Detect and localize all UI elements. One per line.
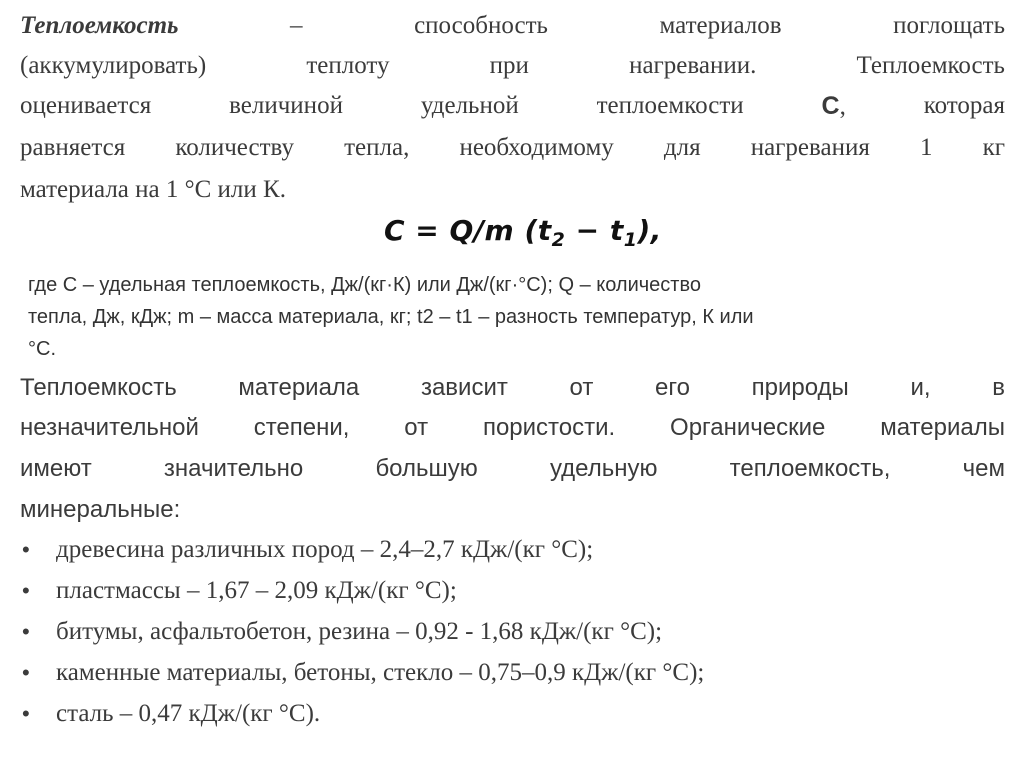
word: большую: [375, 455, 478, 482]
word: тепла,: [344, 134, 410, 161]
word: незначительной: [20, 414, 199, 441]
word: ,: [839, 93, 846, 120]
legend-line-2: тепла, Дж, кДж; m – масса материала, кг; t2 – t1 – разность температур, К или: [28, 306, 754, 328]
word: необходимому: [459, 134, 614, 161]
definition-line-4: [20, 134, 1005, 162]
word: нагревания: [750, 134, 870, 161]
word: природы: [751, 374, 849, 401]
word: материалы: [880, 414, 1005, 441]
word: равняется: [20, 134, 126, 161]
word: его: [655, 374, 690, 401]
definition-line-1: [20, 12, 1005, 40]
legend-line-3: °С.: [28, 338, 56, 360]
list-item: [22, 659, 704, 687]
formula-part: − t: [565, 214, 624, 247]
word: величиной: [229, 92, 343, 119]
bullet-text: пластмассы – 1,67 – 2,09 кДж/(кг °С);: [56, 577, 457, 604]
word: от: [404, 414, 429, 441]
word: зависит: [420, 374, 508, 401]
bullet-text: битумы, асфальтобетон, резина – 0,92 - 1,68 кДж/(кг °С);: [56, 618, 663, 645]
formula-subscript: 2: [551, 229, 566, 251]
word: оценивается: [20, 92, 152, 119]
paragraph2-line-3: [20, 455, 1005, 483]
word: степени,: [253, 414, 350, 441]
word: теплоемкости: [596, 92, 744, 119]
legend-line-1: где С – удельная теплоемкость, Дж/(кг·К) или Дж/(кг·°С); Q – количество: [28, 274, 701, 296]
word: материала: [238, 374, 360, 401]
bullet-text: каменные материалы, бетоны, стекло – 0,75–0,9 кДж/(кг °С);: [56, 659, 705, 686]
word: имеют: [20, 455, 92, 482]
paragraph2-line-4: минеральные:: [20, 496, 181, 523]
definition-line-5: материала на 1 °С или К.: [20, 176, 286, 203]
word: количеству: [175, 134, 294, 161]
paragraph2-line-2: [20, 414, 1005, 442]
bullet-text: сталь – 0,47 кДж/(кг °С).: [56, 700, 321, 727]
word: кг: [982, 134, 1005, 161]
word: и,: [910, 374, 931, 401]
word: материалов: [659, 12, 782, 39]
word: теплоемкость,: [729, 455, 891, 482]
word: для: [663, 134, 701, 161]
symbol-c: С: [821, 92, 840, 120]
heat-capacity-formula: [384, 214, 704, 251]
formula-part: ),: [637, 214, 662, 247]
bullet-marker: •: [22, 537, 30, 562]
word: способность: [414, 12, 548, 39]
formula-part: C = Q/m (t: [384, 214, 552, 247]
bullet-marker: •: [22, 619, 30, 644]
list-item: [22, 618, 662, 646]
word: 1: [919, 134, 933, 161]
list-item: [22, 700, 320, 728]
bullet-marker: •: [22, 660, 30, 685]
bullet-marker: •: [22, 701, 30, 726]
word: поглощать: [893, 12, 1005, 39]
word: чем: [962, 455, 1005, 482]
word: (аккумулировать): [20, 52, 207, 79]
word: значительно: [163, 455, 304, 482]
list-item: [22, 577, 457, 605]
definition-line-3: [20, 92, 1005, 121]
symbol-c-group: [822, 92, 846, 121]
word: Теплоемкость: [20, 374, 177, 401]
word: Теплоемкость: [856, 52, 1005, 79]
paragraph2-line-1: [20, 374, 1005, 402]
bullet-text: древесина различных пород – 2,4–2,7 кДж/(кг °С);: [56, 536, 594, 563]
word: от: [569, 374, 594, 401]
word: удельной: [420, 92, 519, 119]
word: нагревании.: [629, 52, 757, 79]
word: удельную: [549, 455, 658, 482]
term-heat-capacity: Теплоемкость: [20, 12, 179, 39]
word: –: [290, 12, 303, 39]
word: в: [992, 374, 1005, 401]
word: теплоту: [306, 52, 390, 79]
formula-subscript: 1: [623, 229, 638, 251]
word: Органические: [670, 414, 826, 441]
word: пористости.: [482, 414, 616, 441]
definition-line-2: [20, 52, 1005, 80]
bullet-marker: •: [22, 578, 30, 603]
list-item: [22, 536, 593, 564]
word: которая: [923, 92, 1005, 119]
word: при: [489, 52, 529, 79]
